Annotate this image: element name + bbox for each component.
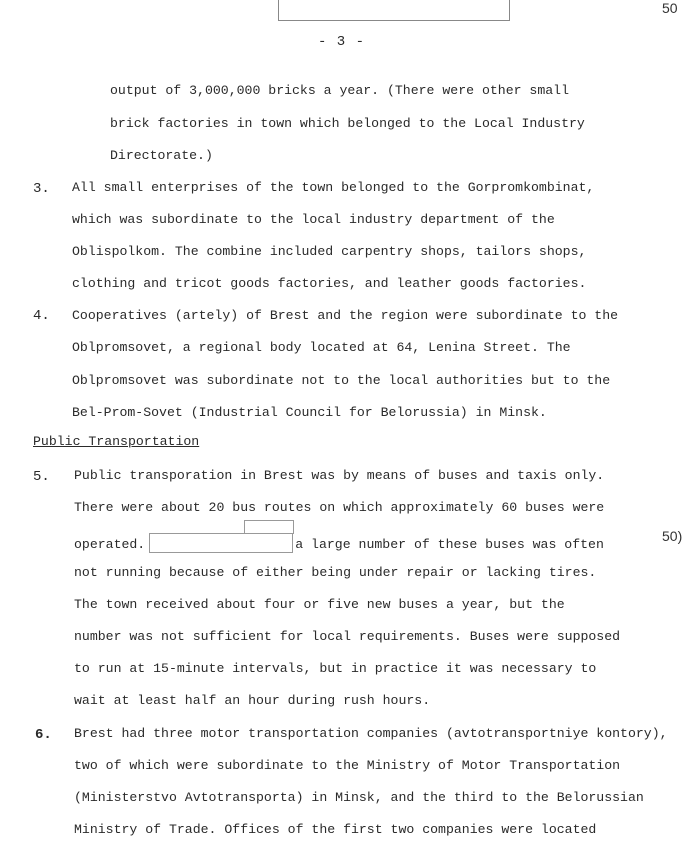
text-line: The town received about four or five new buses a year, but the bbox=[74, 597, 565, 612]
text-line: two of which were subordinate to the Ministry of Motor Transportation bbox=[74, 758, 621, 773]
section-heading: Public Transportation bbox=[33, 434, 200, 449]
margin-code-top: 50 bbox=[662, 0, 678, 16]
text-line: (Ministerstvo Avtotransporta) in Minsk, and the third to the Belorussian bbox=[74, 790, 644, 805]
text-line: Oblpromsovet, a regional body located at 64, Lenina Street. The bbox=[72, 340, 571, 355]
redaction-box-top bbox=[278, 0, 510, 21]
text-line: Directorate.) bbox=[110, 148, 213, 163]
item-number: 6. bbox=[35, 727, 52, 743]
text-line: All small enterprises of the town belonged to the Gorpromkombinat, bbox=[72, 180, 595, 195]
text-line: not running because of either being under repair or lacking tires. bbox=[74, 565, 597, 580]
text-line: There were about 20 bus routes on which approximately 60 buses were bbox=[74, 500, 605, 515]
redaction-box-inline bbox=[149, 533, 293, 553]
item-number: 5. bbox=[33, 469, 50, 485]
text-segment: operated. bbox=[74, 537, 146, 552]
text-line: wait at least half an hour during rush hours. bbox=[74, 693, 431, 708]
text-line: output of 3,000,000 bricks a year. (There were other small bbox=[110, 83, 569, 98]
text-line: to run at 15-minute intervals, but in practice it was necessary to bbox=[74, 661, 597, 676]
text-line: brick factories in town which belonged to the Local Industry bbox=[110, 116, 585, 131]
text-line: Oblpromsovet was subordinate not to the local authorities but to the bbox=[72, 373, 611, 388]
text-line: number was not sufficient for local requirements. Buses were supposed bbox=[74, 629, 621, 644]
text-line: which was subordinate to the local industry department of the bbox=[72, 212, 555, 227]
text-line: Ministry of Trade. Offices of the first two companies were located bbox=[74, 822, 597, 837]
text-line: Bel-Prom-Sovet (Industrial Council for Belorussia) in Minsk. bbox=[72, 405, 547, 420]
page-number: - 3 - bbox=[317, 34, 365, 50]
text-segment: a large number of these buses was often bbox=[295, 537, 604, 552]
item-number: 3. bbox=[33, 181, 50, 197]
item-number: 4. bbox=[33, 308, 50, 324]
text-line: Public transporation in Brest was by means of buses and taxis only. bbox=[74, 468, 605, 483]
text-line-with-redaction bbox=[74, 533, 604, 553]
text-line: Oblispolkom. The combine included carpentry shops, tailors shops, bbox=[72, 244, 587, 259]
margin-code-mid: 50) bbox=[662, 528, 683, 544]
text-line: clothing and tricot goods factories, and leather goods factories. bbox=[72, 276, 587, 291]
text-line: Cooperatives (artely) of Brest and the region were subordinate to the bbox=[72, 308, 619, 323]
text-line: Brest had three motor transportation companies (avtotransportniye kontory), bbox=[74, 726, 668, 741]
